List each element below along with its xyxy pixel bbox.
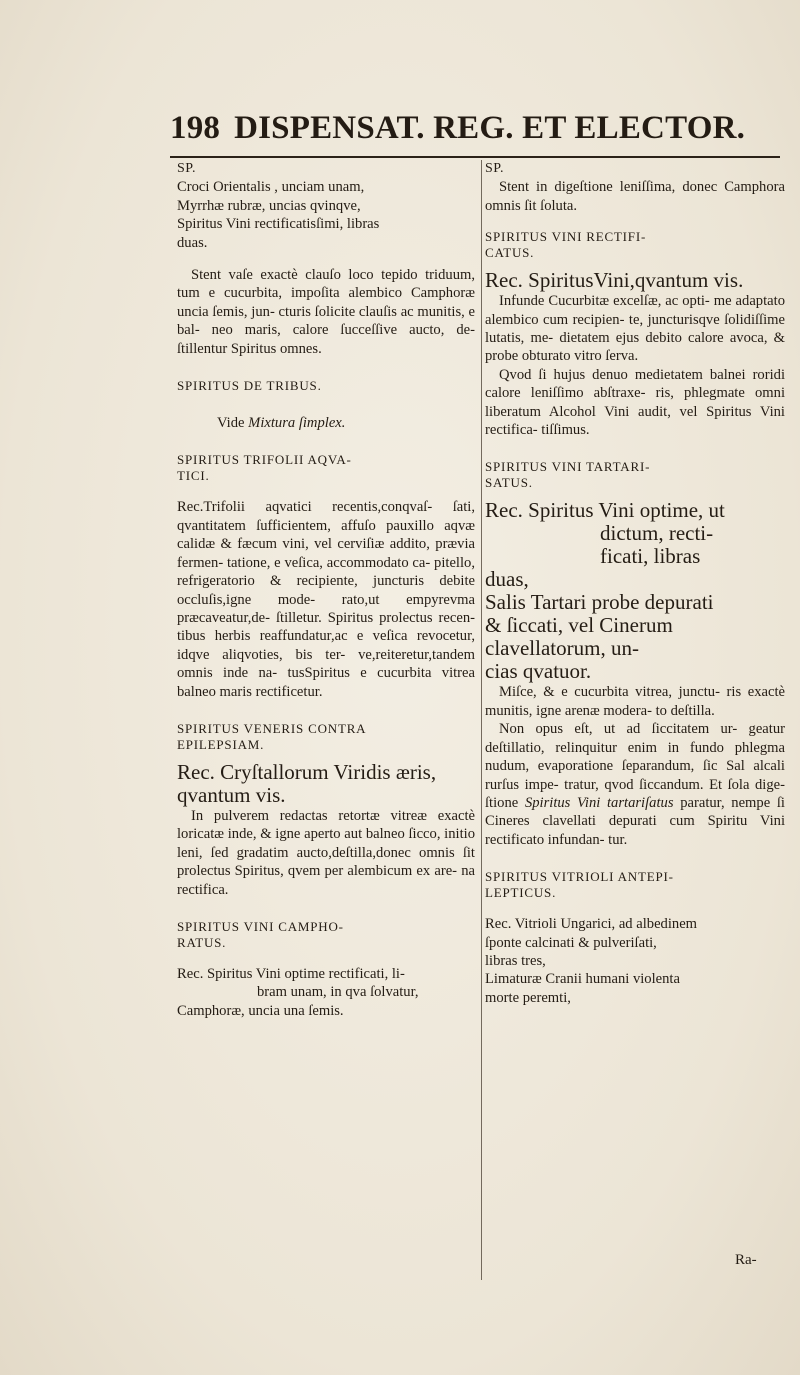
recipe-line: Croci Orientalis , unciam unam, — [177, 179, 365, 196]
cross-reference — [177, 414, 475, 432]
paragraph: Stent vaſe exactè clauſo loco tepido triduum, tum e cucurbita, impoſita alembico Camphoræ uncia ſemis, jun- cturis ſolicite clauſis ac munitis, e bal- neo maris, calore ſucceſſive aucto, de- ſtillentur Spiritus omnes. — [177, 267, 475, 357]
section-heading: SPIRITUS VINI TARTARI- — [485, 459, 651, 475]
section-heading: EPILEPSIAM. — [177, 736, 265, 752]
paragraph-text: Non opus eſt, ut ad ſiccitatem ur- geatur deſtillatio, relinquitur enim in fundo phlegma nudum, evaporatione ſeparandum, ſic Sal alcali rurſus impe- tratur, qvod ſiccandum. Et ſola dige- ſtione — [485, 721, 785, 811]
sp-heading: SP. — [177, 161, 197, 176]
right-column — [485, 160, 785, 1007]
italic-term: Spiritus Vini tartariſatus — [524, 794, 674, 811]
recipe-line: Rec. Cryſtallorum Viridis æris, — [177, 759, 437, 784]
column-divider — [481, 160, 482, 1280]
paragraph: Infunde Cucurbitæ excelſæ, ac opti- me adaptato alembico cum recipien- te, juncturisqve ſolidiſſime lutatis, me- dietatem ejus debito calore avoca, & probe obturato vitro ſerva. — [485, 293, 785, 365]
section-heading: SPIRITUS TRIFOLII AQVA- — [177, 452, 352, 468]
recipe-line: dictum, recti- — [600, 521, 714, 546]
section-heading: SATUS. — [485, 475, 533, 491]
paragraph: Stent in digeſtione leniſſima, donec Camphora omnis ſit ſoluta. — [485, 179, 785, 214]
section-heading: TICI. — [177, 468, 210, 484]
section-heading: CATUS. — [485, 245, 535, 261]
sp-heading: SP. — [485, 161, 505, 176]
left-column — [177, 160, 475, 1020]
running-title: DISPENSAT. REG. ET ELECTOR. — [234, 110, 746, 146]
recipe-line: morte peremti, — [485, 989, 571, 1006]
paragraph: Qvod ſi hujus denuo medietatem balnei roridi calore leniſſimo abſtraxe- ris, phlegmate omni liberatum Alcohol Vini audit, vel Spiritus Vini rectifica- tiſſimus. — [485, 366, 785, 439]
recipe-line: & ſiccati, vel Cinerum — [485, 613, 673, 638]
paragraph: Rec.Trifolii aqvatici recentis,conqvaſ- ſati, qvantitatem ſufficientem, affuſo pauxillo aqvæ calidæ & fæcum vini, vel cerviſiæ addito, prævia fermen- tatione, e veſica, accommodato ca- pitello, refrigeratorio & recipiente, juncturis debite occluſis,igne mode- rato,ut empyrevma præcaveatur,de- ſtilletur. Spiritus prolectus recen- tibus herbis reaffundatur,ac e veſica revocetur, idqve aliqvoties, bis ter- ve,reiteretur,tandem omnis inde na- tusSpiritus e cucurbita vitrea balneo maris rectificetur. — [177, 499, 475, 700]
page-number: 198 — [170, 110, 221, 146]
paragraph-text: paratur, nempe ſi Cineres clavellati depurati cum Spiritu Vini rectificato infundan- tur. — [485, 794, 785, 848]
section-heading: SPIRITUS VITRIOLI ANTEPI- — [485, 869, 674, 885]
recipe-line: duas. — [177, 234, 208, 251]
paragraph: Miſce, & e cucurbita vitrea, junctu- ris exactè munitis, igne arenæ modera- to deſtilla. — [485, 684, 785, 719]
recipe-line: libras tres, — [485, 952, 546, 969]
header-rule — [170, 156, 780, 158]
recipe-line: Myrrhæ rubræ, uncias qvinqve, — [177, 197, 361, 214]
paragraph: In pulverem redactas retortæ vitreæ exactè loricatæ inde, & igne aperto aut balneo ſicco, initio leni, ſed gradatim aucto,deſtilla,donec omnis ſit prolectus Spiritus, qvem per alembicum ex are- na rectifica. — [177, 807, 475, 898]
section-heading: SPIRITUS DE TRIBUS. — [177, 378, 322, 394]
recipe-line: qvantum vis. — [177, 782, 286, 807]
recipe-line: ficati, libras — [600, 544, 701, 569]
section-heading: SPIRITUS VINI RECTIFI- — [485, 229, 647, 245]
paragraph — [485, 720, 785, 849]
vide-label: Vide — [217, 415, 245, 432]
recipe-line: Rec. Spiritus Vini optime, ut — [485, 498, 725, 523]
section-heading: RATUS. — [177, 934, 227, 950]
vide-target: Mixtura ſimplex. — [248, 415, 346, 432]
recipe-line: bram unam, in qva ſolvatur, — [257, 984, 419, 1001]
recipe-line: ſponte calcinati & pulveriſati, — [485, 934, 657, 951]
section-heading: SPIRITUS VENERIS CONTRA — [177, 720, 367, 736]
recipe-line: Rec. Vitrioli Ungarici, ad albedinem — [485, 916, 698, 933]
recipe-line: Rec. SpiritusVini,qvantum vis. — [485, 268, 744, 293]
running-header — [170, 110, 770, 154]
recipe-line: cias qvatuor. — [485, 659, 592, 684]
section-heading: SPIRITUS VINI CAMPHO- — [177, 918, 344, 934]
recipe-line: duas, — [485, 567, 529, 592]
recipe-line: Rec. Spiritus Vini optime rectificati, li- — [177, 965, 405, 982]
section-heading: LEPTICUS. — [485, 885, 557, 901]
recipe-line: clavellatorum, un- — [485, 636, 639, 661]
recipe-line: Spiritus Vini rectificatisſimi, libras — [177, 216, 380, 233]
recipe-line: Limaturæ Cranii humani violenta — [485, 971, 680, 988]
recipe-line: Salis Tartari probe depurati — [485, 590, 714, 615]
catchword: Ra- — [735, 1252, 757, 1268]
recipe-line: Camphoræ, uncia una ſemis. — [177, 1002, 344, 1019]
